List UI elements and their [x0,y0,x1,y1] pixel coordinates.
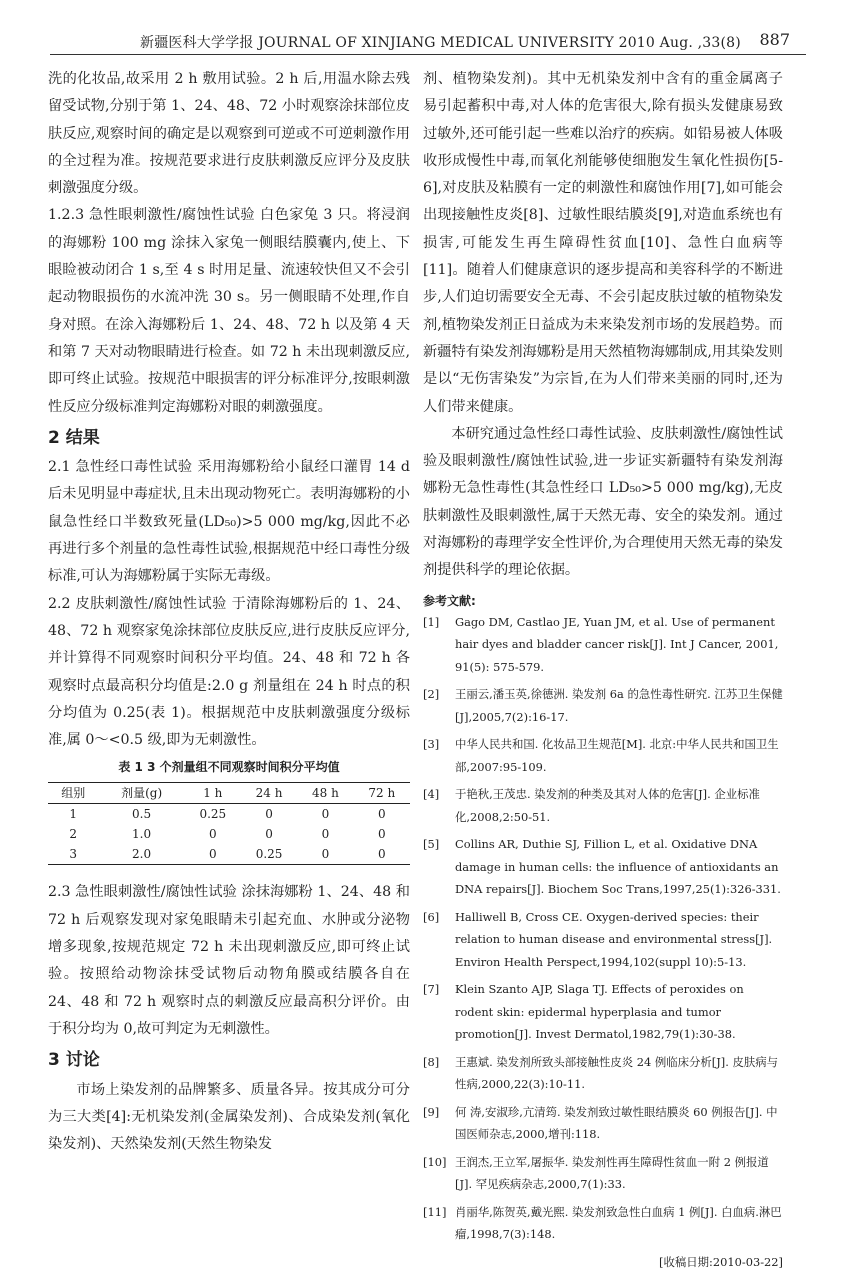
paragraph: 本研究通过急性经口毒性试验、皮肤刺激性/腐蚀性试验及眼刺激性/腐蚀性试验,进一步证实新疆特有染发剂海娜粉无急性毒性(其急性经口 LD₅₀>5 000 mg/kg),无皮肤刺激性及眼刺激性,属于天然无毒、安全的染发剂。通过对海娜粉的毒理学安全性评价,为合理使用天然无毒的染发剂提供科学的理论依据。 [423,425,783,579]
reference-text: Halliwell B, Cross CE. Oxygen-derived species: their relation to human disease and environmental stress[J]. Environ Health Perspect,1994,102(suppl 10):5-13. [455,909,773,969]
reference-item [423,1201,783,1246]
reference-number: [1] [423,614,440,629]
table-cell: 0 [377,807,386,822]
table-header-row [48,783,410,804]
reference-text: 何 涛,安淑珍,亢清筠. 染发剂致过敏性眼结膜炎 60 例报告[J]. 中国医师杂志,2000,增刊:118. [455,1104,778,1142]
reference-text: 于艳秋,王茂忠. 染发剂的种类及其对人体的危害[J]. 企业标准化,2008,2:50-51. [455,787,760,824]
table-cell: 3 [69,847,78,862]
paragraph: 剂、植物染发剂)。其中无机染发剂中含有的重金属离子易引起蓄积中毒,对人体的危害很大,除有损头发健康易致过敏外,还可能引起一些难以治疗的疾病。如铅易被人体吸收形成慢性中毒,而氧化剂能够使细胞发生氧化性损伤[5-6],对皮肤及粘膜有一定的刺激性和腐蚀作用[7],如可能会出现接触性皮炎[8]、过敏性眼结膜炎[9],对造血系统也有损害,可能发生再生障碍性贫血[10]、急性白血病等[11]。随着人们健康意识的逐步提高和美容科学的不断进步,人们迫切需要安全无毒、不会引起皮肤过敏的植物染发剂,植物染发剂正日益成为未来染发剂市场的发展趋势。而新疆特有染发剂海娜粉是用天然植物海娜制成,用其染发则是以“无伤害染发”为宗旨,在为人们带来美丽的同时,还为人们带来健康。 [423,71,783,415]
table-cell: 2.0 [132,847,152,862]
table-cell: 0 [321,807,330,822]
results-table [48,782,410,865]
table-cell: 1.0 [132,827,152,842]
table-header-cell: 72 h [368,786,396,801]
table-cell: 0.25 [255,847,283,862]
reference-text: Collins AR, Duthie SJ, Fillion L, et al. Oxidative DNA damage in human cells: the influence of antioxidants an DNA repairs[J]. Biochem Soc Trans,1997,25(1):326-331. [455,837,781,897]
table-cell: 0 [265,827,273,842]
reference-item [423,906,783,974]
received-date: [收稿日期:2010-03-22] [659,1254,783,1269]
paragraph: 市场上染发剂的品牌繁多、质量各异。按其成分可分为三大类[4]:无机染发剂(金属染发剂)、合成染发剂(氧化染发剂)、天然染发剂(天然生物染发 [48,1081,410,1153]
table-header-cell: 组别 [61,786,86,801]
reference-number: [6] [423,909,440,924]
right-column [423,66,783,1272]
reference-item [423,783,783,828]
reference-item [423,683,783,728]
reference-number: [7] [423,982,440,997]
table-cell: 0 [321,847,330,862]
reference-text: 王润杰,王立军,屠振华. 染发剂性再生障碍性贫血一附 2 例报道[J]. 罕见疾病杂志,2000,7(1):33. [455,1154,769,1192]
reference-number: [4] [423,787,440,802]
table-cell: 0 [321,827,330,842]
table-cell: 0 [208,827,217,842]
reference-item [423,1101,783,1146]
paragraph: 洗的化妆品,故采用 2 h 敷用试验。2 h 后,用温水除去残留受试物,分别于第 1、24、48、72 小时观察涂抹部位皮肤反应,观察时间的确定是以观察到可逆或不可逆刺激作用的全过程为准。按规范要求进行皮肤刺激反应评分及皮肤刺激强度分级。 [48,71,410,197]
table-cell: 0 [265,807,273,822]
reference-text: 肖丽华,陈贺英,戴光熙. 染发剂致急性白血病 1 例[J]. 白血病.淋巴瘤,1998,7(3):148. [455,1204,782,1242]
reference-number: [8] [423,1054,440,1069]
section-heading-results: 2 结果 [48,427,100,448]
reference-text: Klein Szanto AJP, Slaga TJ. Effects of peroxides on rodent skin: epidermal hyperplasia and tumor promotion[J]. Invest Dermatol,1982,79(1):30-38. [455,982,744,1042]
table-header-cell: 24 h [255,786,283,801]
table-cell: 0 [377,847,386,862]
reference-item [423,733,783,778]
left-column [48,66,410,1158]
reference-list [423,611,783,1246]
reference-number: [11] [423,1204,447,1219]
table-header-cell: 1 h [203,786,223,801]
reference-item [423,611,783,679]
page-header [50,28,806,55]
table-cell: 0.5 [132,807,152,822]
reference-item [423,978,783,1046]
reference-text: 王丽云,潘玉英,徐德洲. 染发剂 6a 的急性毒性研究. 江苏卫生保健[J],2005,7(2):16-17. [455,687,783,724]
table-row [48,824,410,844]
table-header-cell: 剂量(g) [121,786,163,801]
reference-item [423,1051,783,1096]
reference-number: [3] [423,737,440,752]
reference-number: [2] [423,687,440,702]
section-1-2-3: 1.2.3 急性眼刺激性/腐蚀性试验 白色家兔 3 只。将浸润的海娜粉 100 mg 涂抹入家兔一侧眼结膜囊内,使上、下眼睑被动闭合 1 s,至 4 s 时用足量、流速较快但又不会引起动物眼损伤的水流冲洗 30 s。另一侧眼睛不处理,作自身对照。在涂入海娜粉后 1、24、48、72 h 以及第 4 天和第 7 天对动物眼睛进行检查。如 72 h 未出现刺激反应,即可终止试验。按规范中眼损害的评分标准评分,按眼刺激性反应分级标准判定海娜粉对眼的刺激强度。 [48,207,410,415]
reference-number: [5] [423,837,440,852]
reference-number: [9] [423,1104,440,1119]
section-2-2: 2.2 皮肤刺激性/腐蚀性试验 于清除海娜粉后的 1、24、48、72 h 观察家兔涂抹部位皮肤反应,进行皮肤反应评分,并计算得不同观察时间积分平均值。24、48 和 72 h 各观察时点最高积分均值是:2.0 g 剂量组在 24 h 时点的积分均值为 0.25(表 1)。根据规范中皮肤刺激强度分级标准,属 0～<0.5 级,即为无刺激性。 [48,595,410,749]
table-cell: 0 [377,827,386,842]
reference-item [423,833,783,901]
table-caption: 表 1 3 个剂量组不同观察时间积分平均值 [118,760,340,775]
table-cell: 0 [208,847,217,862]
journal-title: 新疆医科大学学报 JOURNAL OF XINJIANG MEDICAL UNIVERSITY 2010 Aug. ,33(8) [140,35,741,51]
table-cell: 2 [69,827,78,842]
table-header-cell: 48 h [312,786,339,801]
reference-text: 中华人民共和国. 化妆品卫生规范[M]. 北京:中华人民共和国卫生部,2007:95-109. [455,737,779,774]
table-cell: 1 [69,807,78,822]
page-number: 887 [759,30,790,49]
section-2-1: 2.1 急性经口毒性试验 采用海娜粉给小鼠经口灌胃 14 d 后未见明显中毒症状,且未出现动物死亡。表明海娜粉的小鼠急性经口半数致死量(LD₅₀)>5 000 mg/kg,因此不必再进行多个剂量的急性毒性试验,根据规范中经口毒性分级标准,可认为海娜粉属于实际无毒级。 [48,459,410,585]
reference-text: 王惠斌. 染发剂所致头部接触性皮炎 24 例临床分析[J]. 皮肤病与性病,2000,22(3):10-11. [455,1054,779,1092]
section-heading-discussion: 3 讨论 [48,1050,100,1071]
reference-text: Gago DM, Castlao JE, Yuan JM, et al. Use of permanent hair dyes and bladder cancer risk[J]. Int J Cancer, 2001, 91(5): 575-579. [455,614,779,674]
references-title: 参考文献: [423,593,476,608]
section-2-3: 2.3 急性眼刺激性/腐蚀性试验 涂抹海娜粉 1、24、48 和 72 h 后观察发现对家兔眼睛未引起充血、水肿或分泌物增多现象,按规范规定 72 h 未出现刺激反应,即可终止试验。按照给动物涂抹受试物后动物角膜或结膜各自在 24、48 和 72 h 观察时点的刺激反应最高积分评价。由于积分均为 0,故可判定为无刺激性。 [48,884,410,1037]
table-row [48,844,410,865]
reference-number: [10] [423,1154,447,1169]
table-cell: 0.25 [199,807,227,822]
table-row [48,804,410,825]
reference-item [423,1151,783,1196]
